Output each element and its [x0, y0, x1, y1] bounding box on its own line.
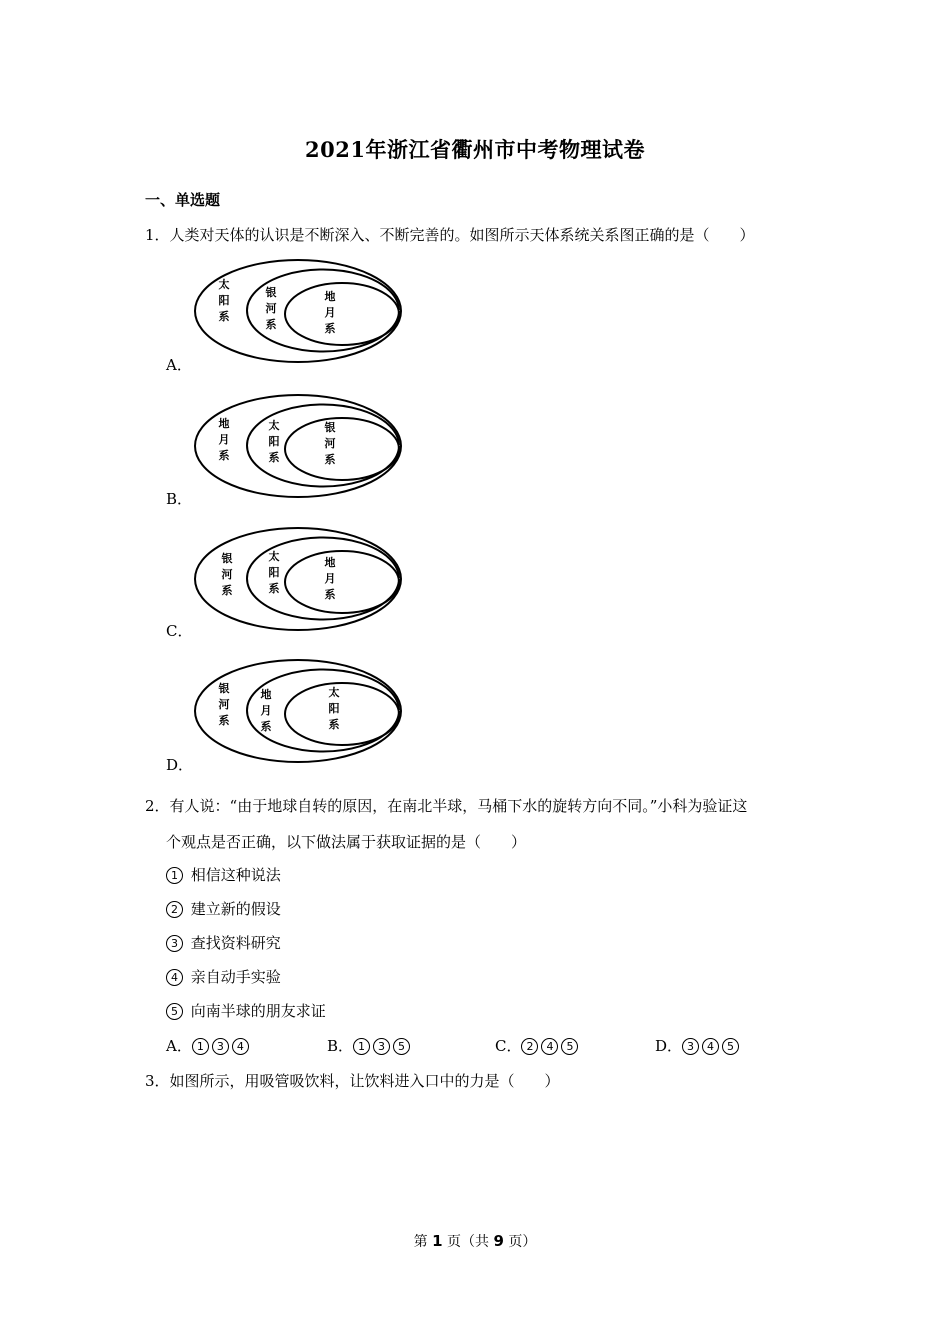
outer-label-2: 河: [221, 568, 233, 581]
page-footer: 第 1 页（共 9 页）: [413, 1232, 537, 1250]
middle-label-1: 地: [260, 688, 272, 701]
outer-label-1: 地: [218, 417, 230, 430]
circled-number: 2: [166, 901, 183, 918]
question-1-text: 1．人类对天体的认识是不断深入、不断完善的。如图所示天体系统关系图正确的是（ ）: [145, 226, 755, 244]
middle-label-2: 河: [265, 302, 277, 315]
middle-label-1: 太: [268, 419, 280, 432]
middle-label-3: 系: [268, 451, 280, 464]
outer-label-1: 银: [221, 552, 233, 565]
q2-choice-a: A． 1 3 4: [166, 1035, 252, 1056]
inner-label-3: 系: [328, 718, 340, 731]
q2-item-1: 1 相信这种说法: [166, 864, 281, 885]
middle-label-1: 银: [265, 286, 277, 299]
middle-label-1: 太: [268, 550, 280, 563]
inner-label-3: 系: [324, 322, 336, 335]
q1-option-c-diagram: [192, 524, 407, 638]
question-3-text: 3．如图所示，用吸管吸饮料，让饮料进入口中的力是（ ）: [145, 1072, 560, 1090]
q2-item-4: 4 亲自动手实验: [166, 966, 281, 987]
question-2-line-1: 2．有人说：“由于地球自转的原因，在南北半球，马桶下水的旋转方向不同。”小科为验证这: [145, 797, 748, 815]
outer-label-2: 阳: [218, 294, 230, 307]
q1-option-a-diagram: [192, 256, 407, 370]
middle-label-3: 系: [260, 720, 272, 733]
q1-option-b-diagram: [192, 391, 407, 505]
inner-label-2: 阳: [328, 702, 340, 715]
inner-label-2: 月: [324, 572, 336, 585]
outer-label-1: 银: [218, 682, 230, 695]
inner-label-1: 地: [324, 290, 336, 303]
inner-label-3: 系: [324, 588, 336, 601]
outer-label-3: 系: [218, 714, 230, 727]
q2-item-3: 3 查找资料研究: [166, 932, 281, 953]
inner-label-2: 河: [324, 437, 336, 450]
middle-label-3: 系: [268, 582, 280, 595]
circled-number: 4: [166, 969, 183, 986]
q2-choice-c: C． 2 4 5: [495, 1035, 581, 1056]
outer-label-3: 系: [218, 310, 230, 323]
section-heading: 一、单选题: [145, 191, 221, 209]
page-number: 1: [432, 1232, 443, 1250]
q1-option-a-label: A．: [166, 356, 192, 374]
inner-label-1: 地: [324, 556, 336, 569]
page-title: 2021年浙江省衢州市中考物理试卷: [305, 137, 645, 162]
q1-option-c-label: C．: [166, 622, 193, 640]
inner-label-3: 系: [324, 453, 336, 466]
inner-label-1: 银: [324, 421, 336, 434]
outer-label-2: 月: [218, 433, 230, 446]
q1-option-b-label: B．: [166, 490, 193, 508]
total-pages: 9: [493, 1232, 504, 1250]
q1-option-d-diagram: [192, 656, 407, 770]
outer-label-1: 太: [218, 278, 230, 291]
circled-number: 1: [166, 867, 183, 884]
q2-choice-d: D． 3 4 5: [655, 1035, 742, 1056]
inner-label-1: 太: [328, 686, 340, 699]
middle-label-2: 月: [260, 704, 272, 717]
q1-option-d-label: D．: [166, 756, 194, 774]
middle-label-2: 阳: [268, 435, 280, 448]
outer-label-3: 系: [221, 584, 233, 597]
middle-label-2: 阳: [268, 566, 280, 579]
inner-label-2: 月: [324, 306, 336, 319]
outer-label-3: 系: [218, 449, 230, 462]
outer-label-2: 河: [218, 698, 230, 711]
circled-number: 5: [166, 1003, 183, 1020]
q2-choice-b: B． 1 3 5: [327, 1035, 413, 1056]
circled-number: 3: [166, 935, 183, 952]
q2-item-2: 2 建立新的假设: [166, 898, 281, 919]
question-2-line-2: 个观点是否正确，以下做法属于获取证据的是（ ）: [166, 833, 527, 851]
q2-item-5: 5 向南半球的朋友求证: [166, 1000, 326, 1021]
middle-label-3: 系: [265, 318, 277, 331]
